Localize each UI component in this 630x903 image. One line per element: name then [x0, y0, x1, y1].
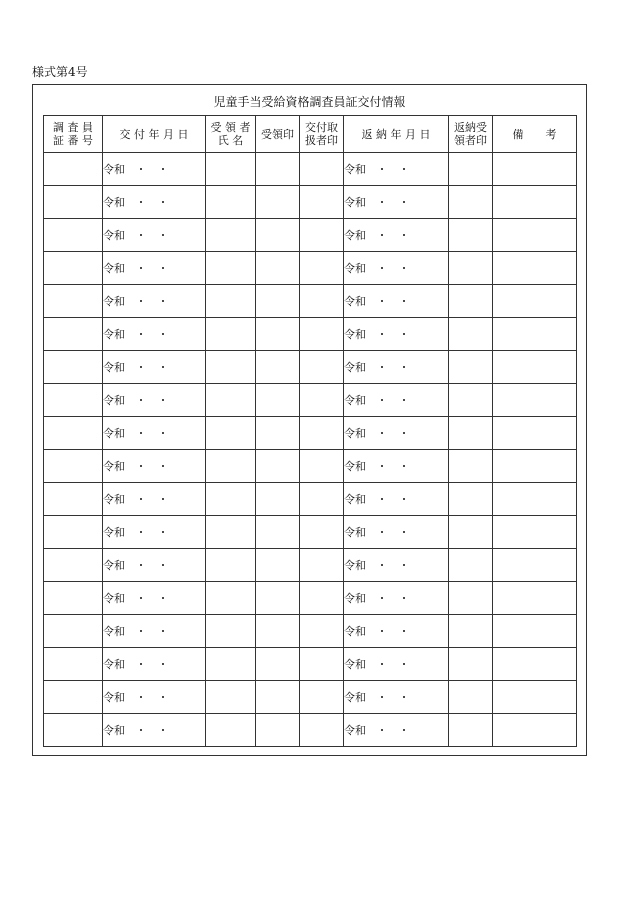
era-label: 令和 [344, 526, 366, 539]
remarks-cell[interactable] [493, 318, 577, 351]
date-separator: ・ [398, 295, 410, 308]
receipt-seal-cell[interactable] [256, 549, 300, 582]
date-separator: ・ [135, 361, 147, 374]
return-receiver-seal-cell[interactable] [449, 318, 493, 351]
era-label: 令和 [344, 691, 366, 704]
era-label: 令和 [103, 229, 125, 242]
date-separator: ・ [376, 691, 388, 704]
receipt-seal-cell[interactable] [256, 681, 300, 714]
remarks-cell[interactable] [493, 483, 577, 516]
era-label: 令和 [103, 493, 125, 506]
handler-seal-cell[interactable] [300, 219, 344, 252]
return-receiver-seal-cell[interactable] [449, 549, 493, 582]
header-handler-seal [300, 116, 344, 153]
id-number-cell[interactable] [44, 582, 103, 615]
era-label: 令和 [344, 262, 366, 275]
receipt-seal-cell[interactable] [256, 384, 300, 417]
issue-date-cell[interactable] [103, 153, 206, 186]
era-label: 令和 [103, 625, 125, 638]
id-number-cell[interactable] [44, 615, 103, 648]
handler-seal-cell[interactable] [300, 153, 344, 186]
recipient-name-cell[interactable] [206, 549, 256, 582]
era-label: 令和 [103, 592, 125, 605]
receipt-seal-cell[interactable] [256, 516, 300, 549]
date-separator: ・ [376, 361, 388, 374]
remarks-cell[interactable] [493, 549, 577, 582]
date-separator: ・ [376, 592, 388, 605]
era-label: 令和 [103, 526, 125, 539]
date-separator: ・ [135, 427, 147, 440]
date-separator: ・ [135, 196, 147, 209]
header-id-line2: 証 番 号 [53, 134, 93, 147]
date-separator: ・ [157, 262, 169, 275]
form-number-label: 様式第4号 [32, 65, 88, 79]
remarks-cell[interactable] [493, 615, 577, 648]
header-return-date: 返 納 年 月 日 [344, 116, 449, 153]
return-receiver-seal-cell[interactable] [449, 153, 493, 186]
issue-date-cell[interactable] [103, 483, 206, 516]
date-separator: ・ [157, 658, 169, 671]
id-number-cell[interactable] [44, 186, 103, 219]
handler-seal-cell[interactable] [300, 582, 344, 615]
handler-seal-cell[interactable] [300, 483, 344, 516]
era-label: 令和 [103, 427, 125, 440]
era-label: 令和 [344, 229, 366, 242]
date-separator: ・ [157, 427, 169, 440]
date-separator: ・ [376, 163, 388, 176]
date-separator: ・ [157, 394, 169, 407]
date-separator: ・ [398, 724, 410, 737]
date-separator: ・ [135, 493, 147, 506]
receipt-seal-cell[interactable] [256, 582, 300, 615]
table-row [44, 483, 577, 516]
era-label: 令和 [344, 592, 366, 605]
receipt-seal-cell[interactable] [256, 615, 300, 648]
issue-date-cell[interactable] [103, 384, 206, 417]
table-row [44, 648, 577, 681]
handler-seal-cell[interactable] [300, 417, 344, 450]
table-row [44, 318, 577, 351]
era-label: 令和 [103, 196, 125, 209]
table-row [44, 351, 577, 384]
receipt-seal-cell[interactable] [256, 252, 300, 285]
header-id-number [44, 116, 103, 153]
era-label: 令和 [344, 559, 366, 572]
date-separator: ・ [135, 460, 147, 473]
receipt-seal-cell[interactable] [256, 318, 300, 351]
table-row [44, 615, 577, 648]
era-label: 令和 [103, 691, 125, 704]
era-label: 令和 [103, 163, 125, 176]
document-title: 児童手当受給資格調査員証交付情報 [213, 95, 406, 109]
receipt-seal-cell[interactable] [256, 714, 300, 747]
recipient-name-cell[interactable] [206, 450, 256, 483]
date-separator: ・ [135, 526, 147, 539]
issue-date-cell[interactable] [103, 252, 206, 285]
remarks-cell[interactable] [493, 516, 577, 549]
date-separator: ・ [376, 427, 388, 440]
handler-seal-cell[interactable] [300, 648, 344, 681]
era-label: 令和 [103, 328, 125, 341]
issue-date-cell[interactable] [103, 582, 206, 615]
date-separator: ・ [135, 559, 147, 572]
date-separator: ・ [398, 493, 410, 506]
return-receiver-seal-cell[interactable] [449, 483, 493, 516]
return-date-cell[interactable] [344, 285, 449, 318]
handler-seal-cell[interactable] [300, 384, 344, 417]
recipient-name-cell[interactable] [206, 483, 256, 516]
recipient-name-cell[interactable] [206, 384, 256, 417]
recipient-name-cell[interactable] [206, 318, 256, 351]
recipient-name-cell[interactable] [206, 252, 256, 285]
id-number-cell[interactable] [44, 516, 103, 549]
header-recipient-line2: 氏 名 [217, 134, 244, 147]
remarks-cell[interactable] [493, 153, 577, 186]
issue-date-cell[interactable] [103, 549, 206, 582]
date-separator: ・ [157, 361, 169, 374]
date-separator: ・ [398, 328, 410, 341]
header-return-line1: 返納受 [454, 121, 487, 134]
return-receiver-seal-cell[interactable] [449, 615, 493, 648]
remarks-cell[interactable] [493, 186, 577, 219]
handler-seal-cell[interactable] [300, 516, 344, 549]
issue-date-cell[interactable] [103, 417, 206, 450]
date-separator: ・ [135, 163, 147, 176]
remarks-cell[interactable] [493, 582, 577, 615]
table-row [44, 384, 577, 417]
date-separator: ・ [376, 658, 388, 671]
id-number-cell[interactable] [44, 252, 103, 285]
return-date-cell[interactable] [344, 714, 449, 747]
date-separator: ・ [398, 163, 410, 176]
date-separator: ・ [398, 526, 410, 539]
table-row [44, 681, 577, 714]
date-separator: ・ [398, 691, 410, 704]
handler-seal-cell[interactable] [300, 318, 344, 351]
date-separator: ・ [157, 460, 169, 473]
date-separator: ・ [135, 328, 147, 341]
date-separator: ・ [376, 229, 388, 242]
recipient-name-cell[interactable] [206, 186, 256, 219]
receipt-seal-cell[interactable] [256, 417, 300, 450]
date-separator: ・ [376, 295, 388, 308]
era-label: 令和 [344, 328, 366, 341]
recipient-name-cell[interactable] [206, 153, 256, 186]
date-separator: ・ [398, 625, 410, 638]
return-date-cell[interactable] [344, 483, 449, 516]
return-date-cell[interactable] [344, 351, 449, 384]
receipt-seal-cell[interactable] [256, 648, 300, 681]
date-separator: ・ [135, 625, 147, 638]
handler-seal-cell[interactable] [300, 714, 344, 747]
header-handler-line1: 交付取 [305, 121, 338, 134]
id-number-cell[interactable] [44, 681, 103, 714]
era-label: 令和 [344, 196, 366, 209]
header-id-line1: 調 査 員 [53, 121, 93, 134]
return-receiver-seal-cell[interactable] [449, 186, 493, 219]
header-return-line2: 領者印 [454, 134, 487, 147]
issue-date-cell[interactable] [103, 648, 206, 681]
date-separator: ・ [398, 559, 410, 572]
date-separator: ・ [376, 460, 388, 473]
return-date-cell[interactable] [344, 219, 449, 252]
return-receiver-seal-cell[interactable] [449, 450, 493, 483]
table-row [44, 450, 577, 483]
id-number-cell[interactable] [44, 648, 103, 681]
date-separator: ・ [376, 493, 388, 506]
recipient-name-cell[interactable] [206, 615, 256, 648]
issue-date-cell[interactable] [103, 219, 206, 252]
table-row [44, 417, 577, 450]
remarks-cell[interactable] [493, 417, 577, 450]
era-label: 令和 [344, 724, 366, 737]
date-separator: ・ [398, 427, 410, 440]
id-number-cell[interactable] [44, 219, 103, 252]
era-label: 令和 [344, 361, 366, 374]
return-date-cell[interactable] [344, 582, 449, 615]
date-separator: ・ [157, 724, 169, 737]
era-label: 令和 [344, 394, 366, 407]
issue-date-cell[interactable] [103, 318, 206, 351]
header-recipient-line1: 受 領 者 [210, 121, 251, 134]
era-label: 令和 [103, 295, 125, 308]
date-separator: ・ [376, 262, 388, 275]
handler-seal-cell[interactable] [300, 450, 344, 483]
table-row [44, 714, 577, 747]
id-number-cell[interactable] [44, 450, 103, 483]
recipient-name-cell[interactable] [206, 351, 256, 384]
receipt-seal-cell[interactable] [256, 153, 300, 186]
table-row [44, 549, 577, 582]
recipient-name-cell[interactable] [206, 285, 256, 318]
return-date-cell[interactable] [344, 549, 449, 582]
id-number-cell[interactable] [44, 483, 103, 516]
remarks-cell[interactable] [493, 648, 577, 681]
receipt-seal-cell[interactable] [256, 186, 300, 219]
date-separator: ・ [157, 592, 169, 605]
issue-date-cell[interactable] [103, 186, 206, 219]
issue-date-cell[interactable] [103, 285, 206, 318]
date-separator: ・ [157, 559, 169, 572]
date-separator: ・ [157, 328, 169, 341]
header-handler-line2: 扱者印 [305, 134, 338, 147]
issue-date-cell[interactable] [103, 615, 206, 648]
date-separator: ・ [157, 625, 169, 638]
return-receiver-seal-cell[interactable] [449, 417, 493, 450]
receipt-seal-cell[interactable] [256, 285, 300, 318]
issue-date-cell[interactable] [103, 516, 206, 549]
return-receiver-seal-cell[interactable] [449, 351, 493, 384]
table-row [44, 516, 577, 549]
id-number-cell[interactable] [44, 417, 103, 450]
return-receiver-seal-cell[interactable] [449, 681, 493, 714]
receipt-seal-cell[interactable] [256, 450, 300, 483]
handler-seal-cell[interactable] [300, 549, 344, 582]
date-separator: ・ [398, 229, 410, 242]
issue-date-cell[interactable] [103, 351, 206, 384]
id-number-cell[interactable] [44, 714, 103, 747]
return-date-cell[interactable] [344, 615, 449, 648]
recipient-name-cell[interactable] [206, 582, 256, 615]
table-row [44, 582, 577, 615]
form-frame [32, 84, 587, 756]
recipient-name-cell[interactable] [206, 417, 256, 450]
handler-seal-cell[interactable] [300, 351, 344, 384]
era-label: 令和 [103, 361, 125, 374]
date-separator: ・ [398, 196, 410, 209]
era-label: 令和 [103, 262, 125, 275]
era-label: 令和 [103, 559, 125, 572]
table-row [44, 285, 577, 318]
handler-seal-cell[interactable] [300, 681, 344, 714]
return-date-cell[interactable] [344, 186, 449, 219]
era-label: 令和 [103, 658, 125, 671]
return-date-cell[interactable] [344, 252, 449, 285]
era-label: 令和 [344, 658, 366, 671]
return-date-cell[interactable] [344, 384, 449, 417]
remarks-cell[interactable] [493, 351, 577, 384]
date-separator: ・ [157, 526, 169, 539]
remarks-cell[interactable] [493, 681, 577, 714]
id-number-cell[interactable] [44, 384, 103, 417]
date-separator: ・ [135, 229, 147, 242]
remarks-cell[interactable] [493, 252, 577, 285]
return-date-cell[interactable] [344, 516, 449, 549]
issue-date-cell[interactable] [103, 681, 206, 714]
return-receiver-seal-cell[interactable] [449, 516, 493, 549]
return-date-cell[interactable] [344, 681, 449, 714]
era-label: 令和 [103, 394, 125, 407]
date-separator: ・ [157, 196, 169, 209]
date-separator: ・ [376, 625, 388, 638]
return-receiver-seal-cell[interactable] [449, 384, 493, 417]
remarks-cell[interactable] [493, 714, 577, 747]
issuance-ledger-table [43, 115, 577, 747]
recipient-name-cell[interactable] [206, 681, 256, 714]
date-separator: ・ [135, 262, 147, 275]
date-separator: ・ [157, 691, 169, 704]
return-receiver-seal-cell[interactable] [449, 714, 493, 747]
ledger-body [44, 153, 577, 747]
date-separator: ・ [157, 229, 169, 242]
date-separator: ・ [135, 394, 147, 407]
header-issue-date: 交 付 年 月 日 [103, 116, 206, 153]
date-separator: ・ [398, 592, 410, 605]
date-separator: ・ [376, 724, 388, 737]
date-separator: ・ [135, 691, 147, 704]
remarks-cell[interactable] [493, 285, 577, 318]
date-separator: ・ [376, 328, 388, 341]
recipient-name-cell[interactable] [206, 648, 256, 681]
era-label: 令和 [344, 493, 366, 506]
date-separator: ・ [398, 394, 410, 407]
header-return-receiver-seal [449, 116, 493, 153]
receipt-seal-cell[interactable] [256, 351, 300, 384]
era-label: 令和 [344, 427, 366, 440]
date-separator: ・ [135, 724, 147, 737]
header-remarks: 備 考 [493, 116, 577, 153]
date-separator: ・ [157, 163, 169, 176]
header-row [44, 116, 577, 153]
era-label: 令和 [344, 163, 366, 176]
return-receiver-seal-cell[interactable] [449, 285, 493, 318]
date-separator: ・ [376, 559, 388, 572]
remarks-cell[interactable] [493, 219, 577, 252]
return-receiver-seal-cell[interactable] [449, 648, 493, 681]
date-separator: ・ [398, 460, 410, 473]
return-date-cell[interactable] [344, 648, 449, 681]
date-separator: ・ [398, 361, 410, 374]
era-label: 令和 [344, 295, 366, 308]
handler-seal-cell[interactable] [300, 285, 344, 318]
era-label: 令和 [103, 460, 125, 473]
return-date-cell[interactable] [344, 417, 449, 450]
era-label: 令和 [344, 625, 366, 638]
date-separator: ・ [135, 658, 147, 671]
id-number-cell[interactable] [44, 351, 103, 384]
era-label: 令和 [344, 460, 366, 473]
id-number-cell[interactable] [44, 318, 103, 351]
return-date-cell[interactable] [344, 318, 449, 351]
header-receipt-seal: 受領印 [256, 116, 300, 153]
date-separator: ・ [376, 526, 388, 539]
date-separator: ・ [157, 493, 169, 506]
return-receiver-seal-cell[interactable] [449, 252, 493, 285]
return-receiver-seal-cell[interactable] [449, 582, 493, 615]
date-separator: ・ [398, 658, 410, 671]
return-date-cell[interactable] [344, 153, 449, 186]
return-receiver-seal-cell[interactable] [449, 219, 493, 252]
id-number-cell[interactable] [44, 549, 103, 582]
table-row [44, 186, 577, 219]
remarks-cell[interactable] [493, 384, 577, 417]
date-separator: ・ [135, 295, 147, 308]
recipient-name-cell[interactable] [206, 219, 256, 252]
header-recipient-name [206, 116, 256, 153]
recipient-name-cell[interactable] [206, 714, 256, 747]
date-separator: ・ [135, 592, 147, 605]
return-date-cell[interactable] [344, 450, 449, 483]
table-row [44, 153, 577, 186]
id-number-cell[interactable] [44, 285, 103, 318]
handler-seal-cell[interactable] [300, 615, 344, 648]
id-number-cell[interactable] [44, 153, 103, 186]
table-row [44, 219, 577, 252]
receipt-seal-cell[interactable] [256, 483, 300, 516]
remarks-cell[interactable] [493, 450, 577, 483]
issue-date-cell[interactable] [103, 450, 206, 483]
handler-seal-cell[interactable] [300, 186, 344, 219]
date-separator: ・ [157, 295, 169, 308]
date-separator: ・ [376, 196, 388, 209]
table-row [44, 252, 577, 285]
recipient-name-cell[interactable] [206, 516, 256, 549]
issue-date-cell[interactable] [103, 714, 206, 747]
date-separator: ・ [376, 394, 388, 407]
era-label: 令和 [103, 724, 125, 737]
handler-seal-cell[interactable] [300, 252, 344, 285]
date-separator: ・ [398, 262, 410, 275]
receipt-seal-cell[interactable] [256, 219, 300, 252]
